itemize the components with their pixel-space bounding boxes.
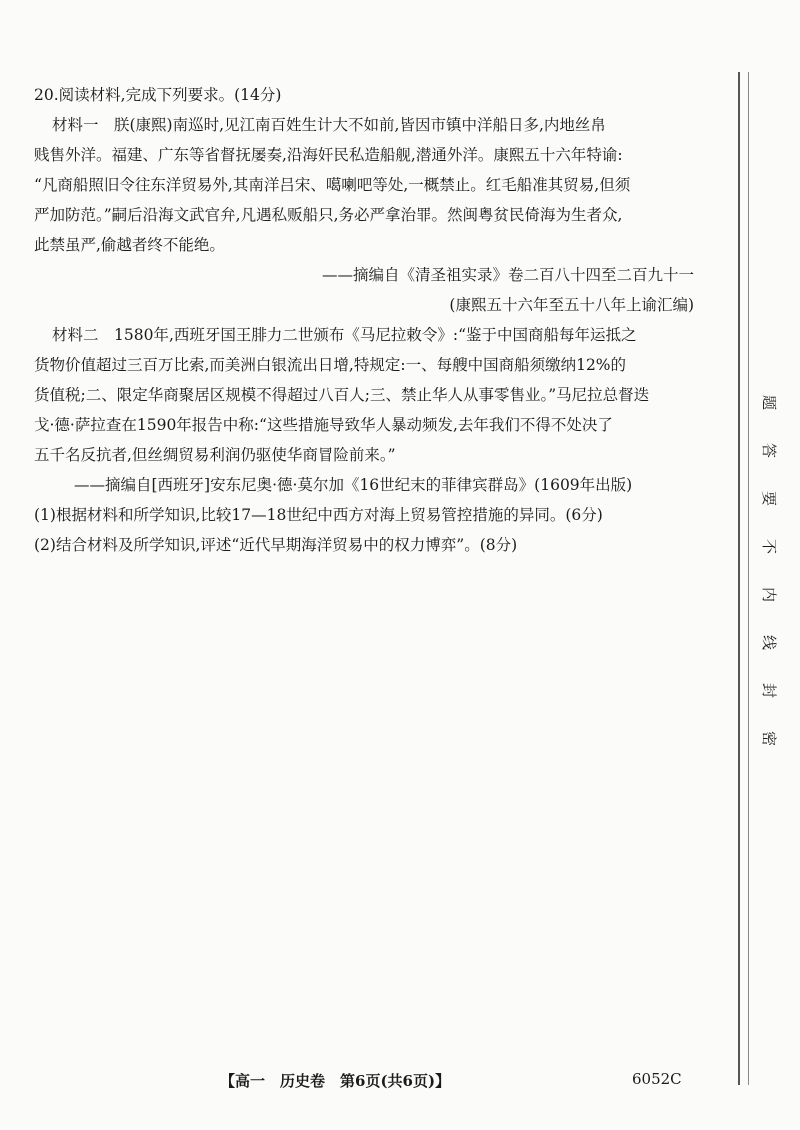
material-2: [34, 320, 694, 500]
binding-line-inner: [748, 72, 749, 1085]
material-1-line: 材料一 朕(康熙)南巡时,见江南百姓生计大不如前,皆因市镇中洋船日多,内地丝帛: [52, 116, 606, 134]
material-2-line: 材料二 1580年,西班牙国王腓力二世颁布《马尼拉敕令》:“鉴于中国商船每年运抵之: [52, 326, 637, 344]
paper-code: 6052C: [632, 1070, 682, 1088]
binding-char: 题: [760, 394, 779, 411]
sub-question-2: (2)结合材料及所学知识,评述“近代早期海洋贸易中的权力博弈”。(8分): [34, 536, 518, 554]
page-footer: 【高一 历史卷 第6页(共6页)】: [220, 1072, 451, 1090]
material-1-citation: ——摘编自《清圣祖实录》卷二百八十四至二百九十一: [321, 266, 694, 284]
binding-char: 要: [760, 490, 779, 507]
material-1-line: 严加防范。”嗣后沿海文武官弁,凡遇私贩船只,务必严拿治罪。然闽粤贫民倚海为生者众,: [34, 206, 623, 224]
binding-char: 不: [760, 538, 779, 555]
material-1-line: 此禁虽严,偷越者终不能绝。: [34, 236, 225, 254]
material-1: [34, 110, 694, 320]
material-1-citation-note: (康熙五十六年至五十八年上谕汇编): [449, 296, 694, 314]
binding-char: 线: [760, 634, 779, 651]
material-2-line: 货物价值超过三百万比索,而美洲白银流出日增,特规定:一、每艘中国商船须缴纳12%的: [34, 356, 627, 374]
material-2-line: 五千名反抗者,但丝绸贸易利润仍驱使华商冒险前来。”: [34, 446, 396, 464]
binding-line: [738, 72, 740, 1085]
sub-question-1: (1)根据材料和所学知识,比较17—18世纪中西方对海上贸易管控措施的异同。(6分): [34, 506, 603, 524]
binding-char: 密: [760, 730, 779, 747]
material-2-citation: ——摘编自[西班牙]安东尼奥·德·莫尔加《16世纪末的菲律宾群岛》(1609年出版): [74, 476, 633, 494]
binding-char: 封: [760, 682, 779, 699]
binding-char: 内: [760, 586, 779, 603]
material-2-line: 货值税;二、限定华商聚居区规模不得超过八百人;三、禁止华人从事零售业。”马尼拉总督迭: [34, 386, 650, 404]
binding-margin-note: [756, 395, 782, 779]
material-2-line: 戈·德·萨拉查在1590年报告中称:“这些措施导致华人暴动频发,去年我们不得不处决了: [34, 416, 613, 434]
binding-char: 答: [760, 442, 779, 459]
question-heading: 20.阅读材料,完成下列要求。(14分): [34, 86, 282, 104]
question-20: [34, 80, 694, 560]
material-1-line: 贱售外洋。福建、广东等省督抚屡奏,沿海奸民私造船舰,潜通外洋。康熙五十六年特谕:: [34, 146, 623, 164]
material-1-line: “凡商船照旧令往东洋贸易外,其南洋吕宋、噶喇吧等处,一概禁止。红毛船准其贸易,但须: [34, 176, 631, 194]
